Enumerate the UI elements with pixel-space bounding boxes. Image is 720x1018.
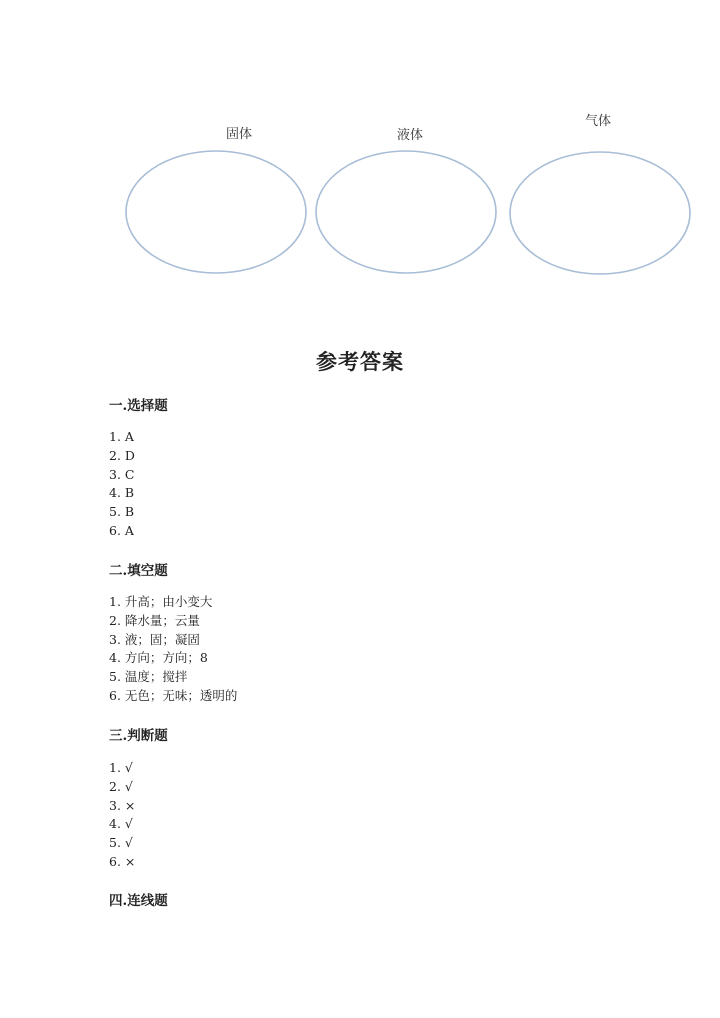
answer-item: 6. A bbox=[109, 522, 134, 538]
answer-key-title: 参考答案 bbox=[316, 349, 404, 374]
ellipse-group bbox=[0, 0, 720, 300]
answer-list-fill-blank bbox=[109, 593, 237, 706]
gas-label: 气体 bbox=[585, 114, 612, 129]
answer-item: 4. √ bbox=[109, 816, 133, 832]
answer-item: 5. B bbox=[109, 504, 135, 520]
answer-list-true-false bbox=[109, 759, 135, 872]
answer-item: 4. B bbox=[109, 485, 135, 501]
answer-list-choice bbox=[109, 428, 135, 541]
answer-item: 6. × bbox=[109, 853, 136, 869]
liquid-ellipse bbox=[316, 151, 496, 273]
solid-label: 固体 bbox=[226, 127, 253, 142]
answer-item: 4. 方向；方向；8 bbox=[109, 650, 208, 666]
answer-item: 1. √ bbox=[109, 760, 133, 775]
answer-item: 2. √ bbox=[109, 778, 133, 794]
section-heading-matching: 四.连线题 bbox=[109, 893, 168, 909]
section-heading-choice: 一.选择题 bbox=[109, 398, 168, 414]
answer-item: 5. 温度；搅拌 bbox=[109, 669, 188, 685]
answer-item: 2. 降水量；云量 bbox=[109, 612, 200, 628]
answer-item: 3. C bbox=[109, 466, 135, 482]
section-heading-fill-blank: 二.填空题 bbox=[109, 563, 168, 579]
states-of-matter-diagram bbox=[0, 0, 720, 300]
answer-item: 2. D bbox=[109, 447, 135, 463]
gas-ellipse bbox=[510, 152, 690, 274]
answer-item: 1. A bbox=[109, 429, 134, 444]
answer-item: 1. 升高；由小变大 bbox=[109, 594, 213, 609]
liquid-label: 液体 bbox=[397, 128, 424, 143]
answer-item: 3. 液；固；凝固 bbox=[109, 631, 200, 647]
answer-item: 5. √ bbox=[109, 835, 133, 851]
section-heading-true-false: 三.判断题 bbox=[109, 728, 168, 744]
answer-item: 6. 无色；无味；透明的 bbox=[109, 687, 238, 703]
answer-item: 3. × bbox=[109, 797, 136, 813]
solid-ellipse bbox=[126, 151, 306, 273]
